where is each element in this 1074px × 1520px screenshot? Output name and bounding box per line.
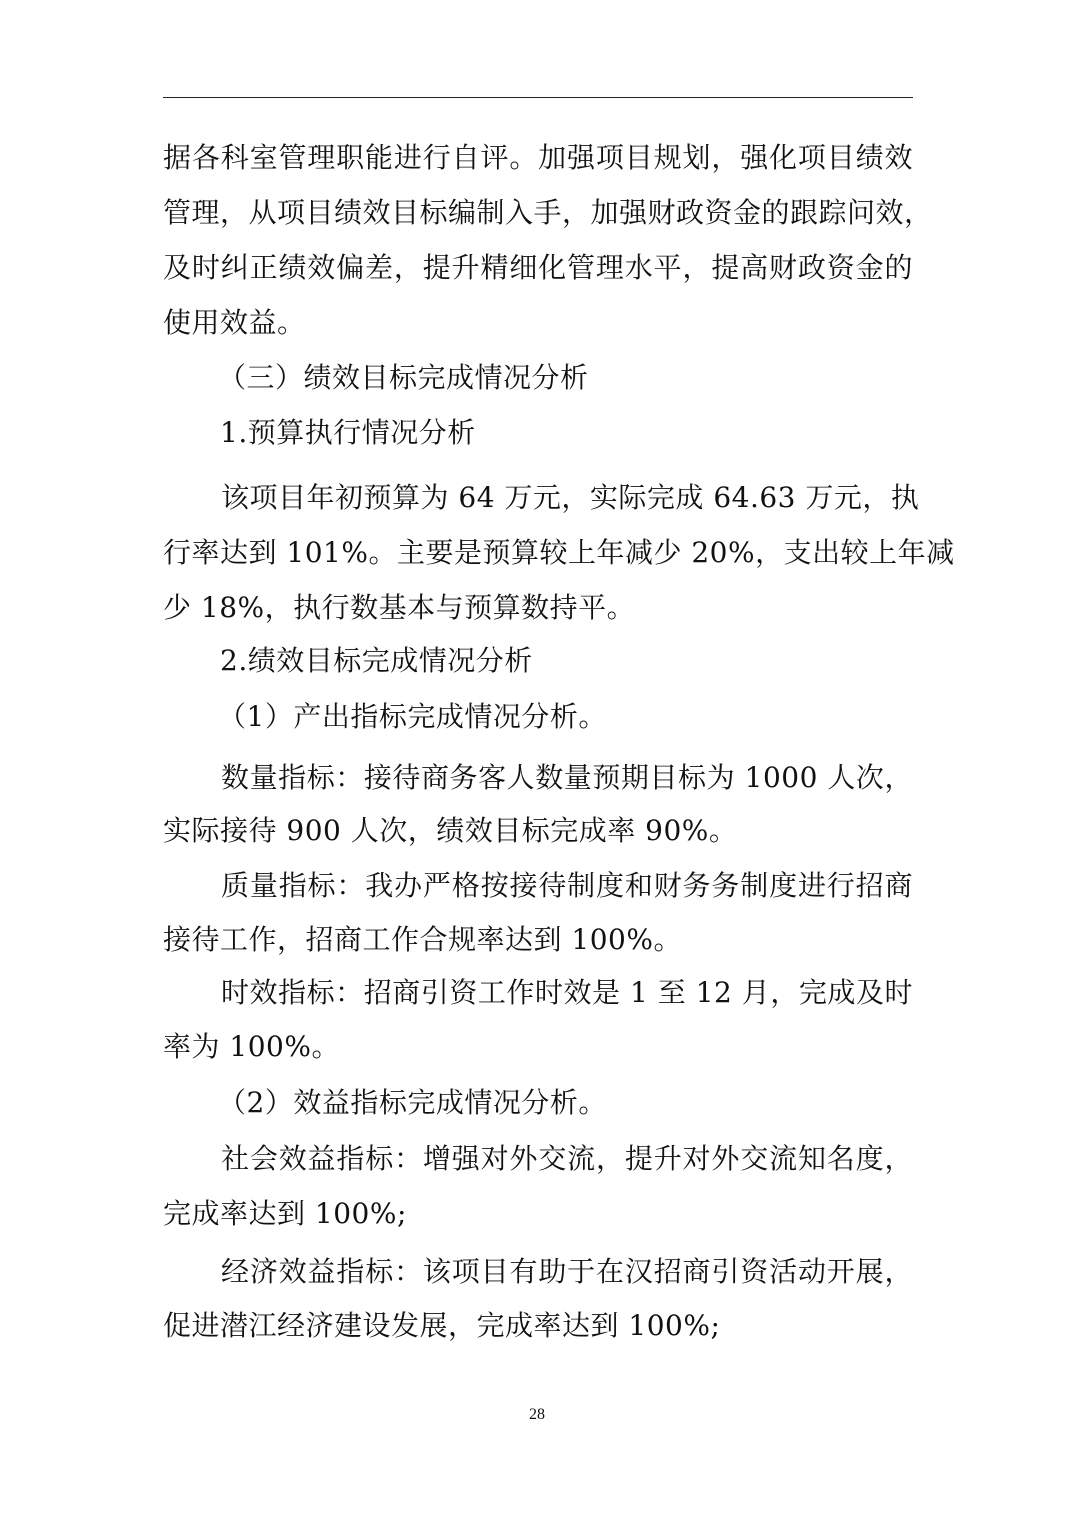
body-text-line: 促进潜江经济建设发展，完成率达到 100%;	[163, 1309, 721, 1342]
body-text-line: 行率达到 101%。主要是预算较上年减少 20%，支出较上年减	[163, 536, 955, 569]
body-text-line: 实际接待 900 人次，绩效目标完成率 90%。	[163, 814, 738, 847]
body-text-line: 完成率达到 100%;	[163, 1197, 407, 1230]
body-text-line: 使用效益。	[163, 306, 306, 339]
subsection-heading: 2.绩效目标完成情况分析	[220, 644, 533, 677]
body-text-line: 及时纠正绩效偏差，提升精细化管理水平，提高财政资金的	[163, 251, 913, 284]
body-text-line: 经济效益指标：该项目有助于在汉招商引资活动开展，	[221, 1255, 913, 1288]
body-text-line: 率为 100%。	[163, 1030, 340, 1063]
body-text-line: 该项目年初预算为 64 万元，实际完成 64.63 万元，执	[221, 481, 920, 514]
subsection-heading: （2）效益指标完成情况分析。	[218, 1086, 607, 1119]
subsection-heading: 1.预算执行情况分析	[220, 416, 476, 449]
body-text-line: 接待工作，招商工作合规率达到 100%。	[163, 923, 682, 956]
body-text-line: 据各科室管理职能进行自评。加强项目规划，强化项目绩效	[163, 141, 913, 174]
section-heading: （三）绩效目标完成情况分析	[218, 361, 589, 394]
page-number: 28	[529, 1406, 545, 1423]
body-text-line: 社会效益指标：增强对外交流，提升对外交流知名度，	[221, 1142, 913, 1175]
body-text-line: 数量指标：接待商务客人数量预期目标为 1000 人次，	[221, 761, 913, 794]
body-text-line: 时效指标：招商引资工作时效是 1 至 12 月，完成及时	[221, 976, 913, 1009]
body-text-line: 少 18%，执行数基本与预算数持平。	[163, 591, 636, 624]
body-text-line: 管理，从项目绩效目标编制入手，加强财政资金的跟踪问效，	[163, 196, 933, 229]
body-text-line: 质量指标：我办严格按接待制度和财务务制度进行招商	[221, 869, 913, 902]
subsection-heading: （1）产出指标完成情况分析。	[218, 700, 607, 733]
header-rule	[163, 97, 913, 98]
